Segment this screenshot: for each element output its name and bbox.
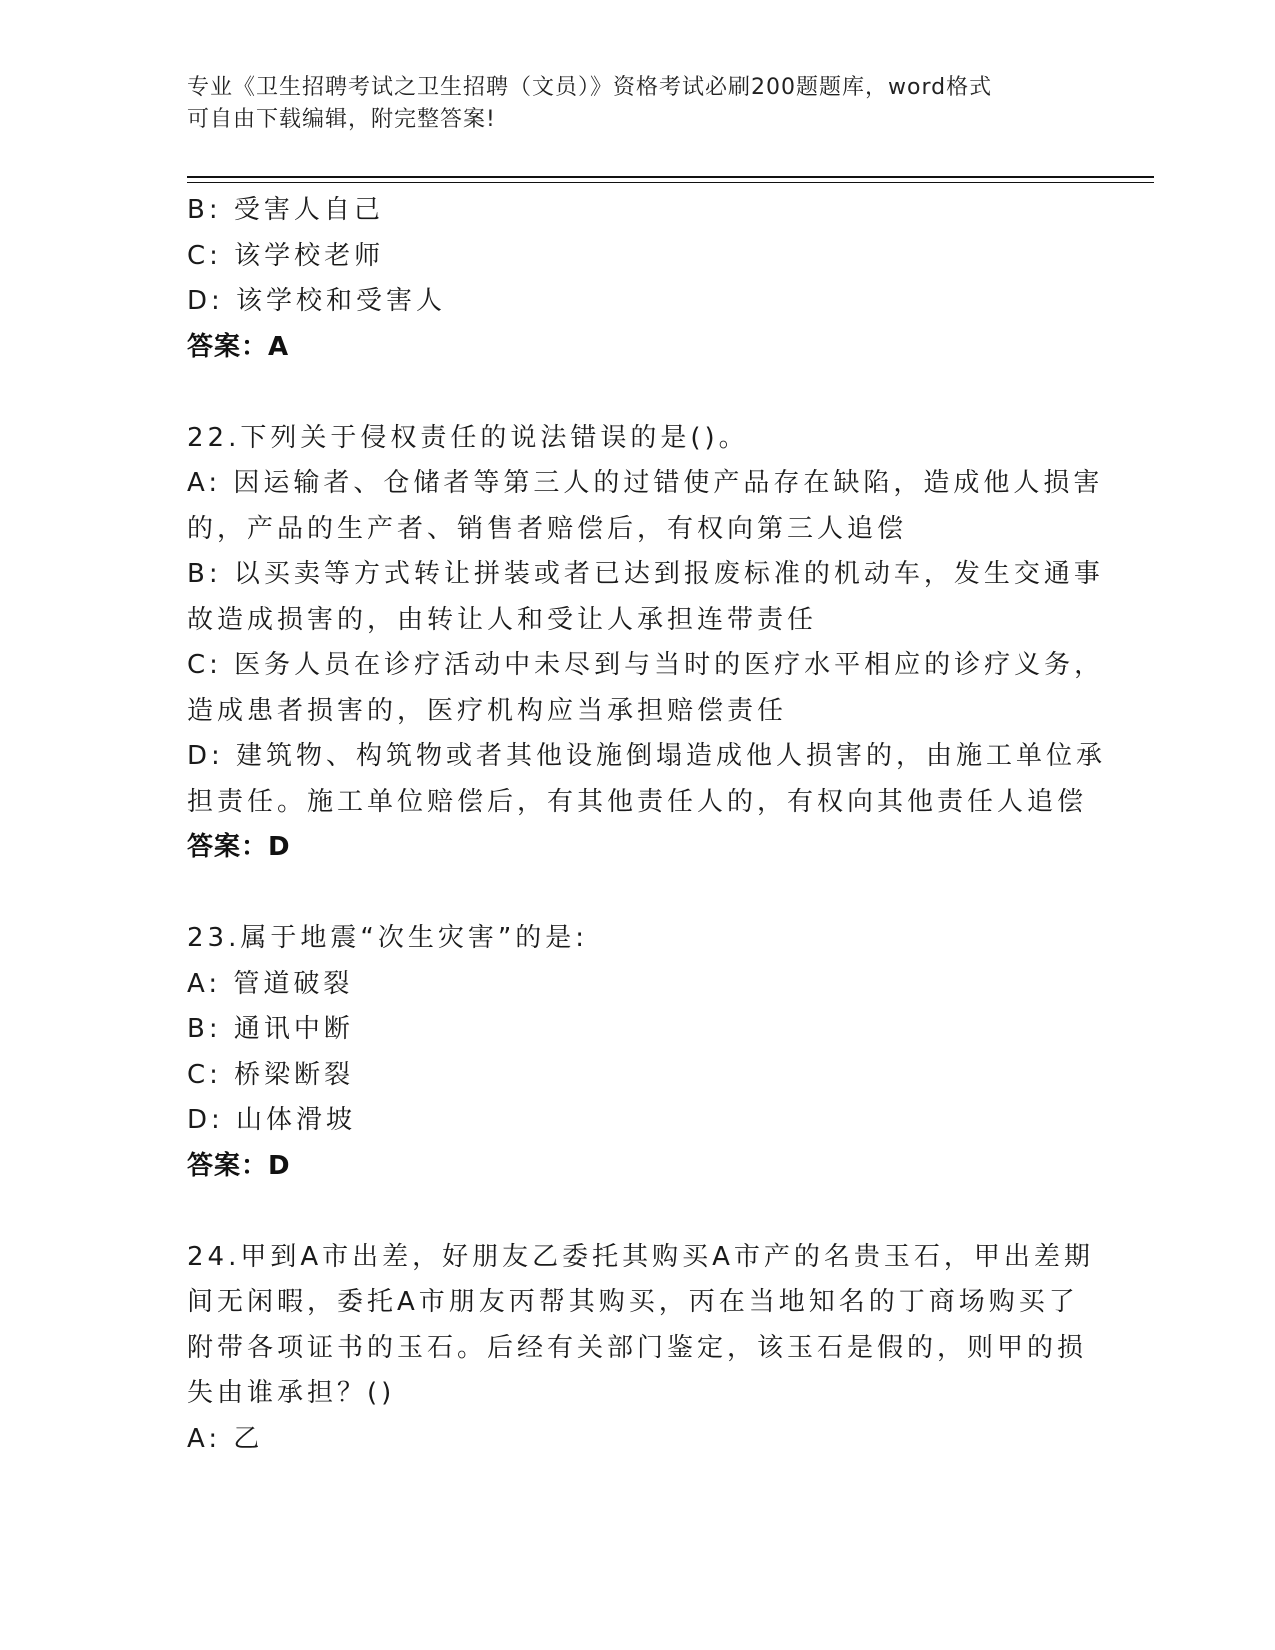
q24-option-a: A: 乙 bbox=[187, 1423, 264, 1454]
q21-option-c: C: 该学校老师 bbox=[187, 240, 385, 271]
header-divider-thin bbox=[187, 182, 1154, 183]
q22-option-c-line-2: 造成患者损害的，医疗机构应当承担赔偿责任 bbox=[187, 695, 788, 726]
q23-answer: 答案：D bbox=[187, 1150, 291, 1181]
q24-stem-line-1: 24.甲到A市出差，好朋友乙委托其购买A市产的名贵玉石，甲出差期 bbox=[187, 1241, 1094, 1272]
q22-option-b-line-1: B: 以买卖等方式转让拼装或者已达到报废标准的机动车，发生交通事 bbox=[187, 559, 1104, 589]
q23-option-d: D: 山体滑坡 bbox=[187, 1105, 357, 1135]
q24-stem-line-4: 失由谁承担？() bbox=[187, 1378, 396, 1408]
q23-option-a: A: 管道破裂 bbox=[187, 968, 354, 999]
q23-option-b: B: 通讯中断 bbox=[187, 1014, 354, 1044]
q24-stem-line-3: 附带各项证书的玉石。后经有关部门鉴定，该玉石是假的，则甲的损 bbox=[187, 1332, 1088, 1363]
q21-answer: 答案：A bbox=[187, 331, 290, 362]
document-header bbox=[187, 72, 1067, 136]
q21-option-b: B: 受害人自己 bbox=[187, 195, 384, 225]
q22-answer: 答案：D bbox=[187, 832, 291, 862]
q24-stem-line-2: 间无闲暇，委托A市朋友丙帮其购买，丙在当地知名的丁商场购买了 bbox=[187, 1287, 1079, 1317]
q22-option-a-line-1: A: 因运输者、仓储者等第三人的过错使产品存在缺陷，造成他人损害 bbox=[187, 468, 1104, 498]
question-spacer bbox=[187, 871, 1087, 917]
q23-option-c: C: 桥梁断裂 bbox=[187, 1059, 355, 1090]
q22-option-a-line-2: 的，产品的生产者、销售者赔偿后，有权向第三人追偿 bbox=[187, 513, 908, 544]
question-spacer bbox=[187, 370, 1087, 416]
q22-option-d-line-1: D: 建筑物、构筑物或者其他设施倒塌造成他人损害的，由施工单位承 bbox=[187, 741, 1107, 771]
q22-option-c-line-1: C: 医务人员在诊疗活动中未尽到与当时的医疗水平相应的诊疗义务， bbox=[187, 650, 1105, 680]
question-spacer bbox=[187, 1189, 1087, 1235]
header-title-line-1: 专业《卫生招聘考试之卫生招聘（文员）》资格考试必刷200题题库，word格式 bbox=[187, 75, 993, 100]
q22-option-b-line-2: 故造成损害的，由转让人和受让人承担连带责任 bbox=[187, 604, 818, 635]
question-content bbox=[187, 188, 1107, 1462]
q23-stem: 23.属于地震“次生灾害”的是: bbox=[187, 923, 589, 953]
q22-option-d-line-2: 担责任。施工单位赔偿后，有其他责任人的，有权向其他责任人追偿 bbox=[187, 786, 1088, 817]
header-title-line-2: 可自由下载编辑，附完整答案! bbox=[187, 107, 496, 132]
q21-option-d: D: 该学校和受害人 bbox=[187, 286, 447, 316]
header-divider-thick bbox=[187, 176, 1154, 178]
q22-stem: 22.下列关于侵权责任的说法错误的是()。 bbox=[187, 422, 749, 453]
